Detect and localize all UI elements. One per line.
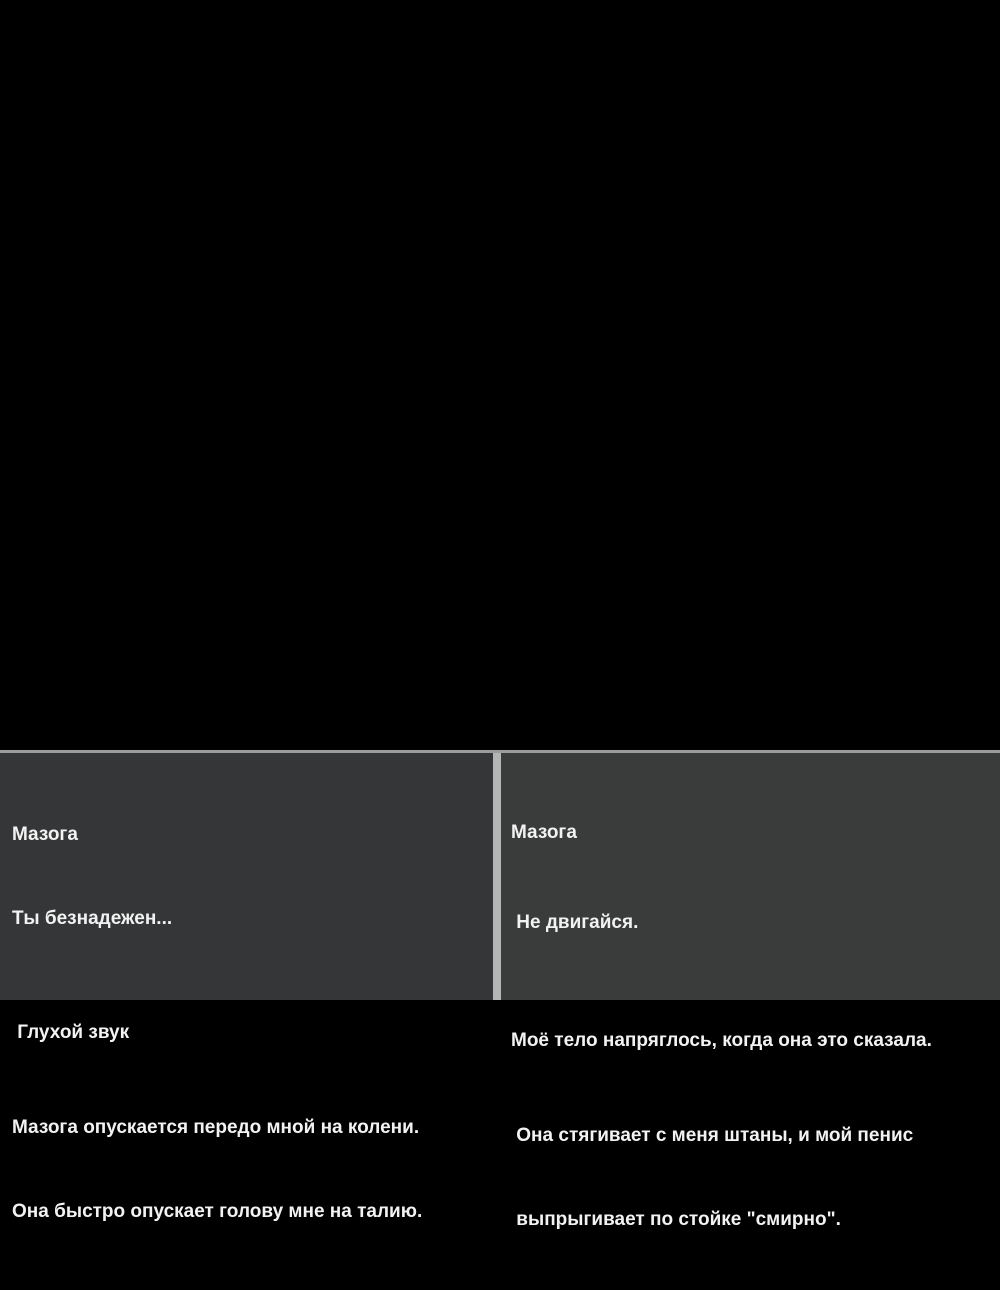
speaker-name: Мазога xyxy=(12,824,78,845)
dialogue-panel-right xyxy=(501,753,1000,1230)
panel-divider xyxy=(493,753,501,1000)
sound-effect-line: Глухой звук xyxy=(12,1022,130,1043)
dialogue-line: Ты безнадежен... xyxy=(12,908,173,929)
subtitle-row xyxy=(0,750,1000,1230)
speaker-name: Мазога xyxy=(511,822,577,843)
dialogue-panel-left xyxy=(0,753,493,1222)
narration-line: Мазога опускается передо мной на колени. xyxy=(12,1117,420,1138)
narration-line: Моё тело напряглось, когда она это сказала. xyxy=(511,1030,932,1051)
narration-line: Она быстро опускает голову мне на талию. xyxy=(12,1201,423,1222)
narration-line: Она стягивает с меня штаны, и мой пенис xyxy=(511,1125,914,1146)
narration-line: выпрыгивает по стойке "смирно". xyxy=(511,1209,841,1230)
dialogue-line: Не двигайся. xyxy=(511,912,639,933)
